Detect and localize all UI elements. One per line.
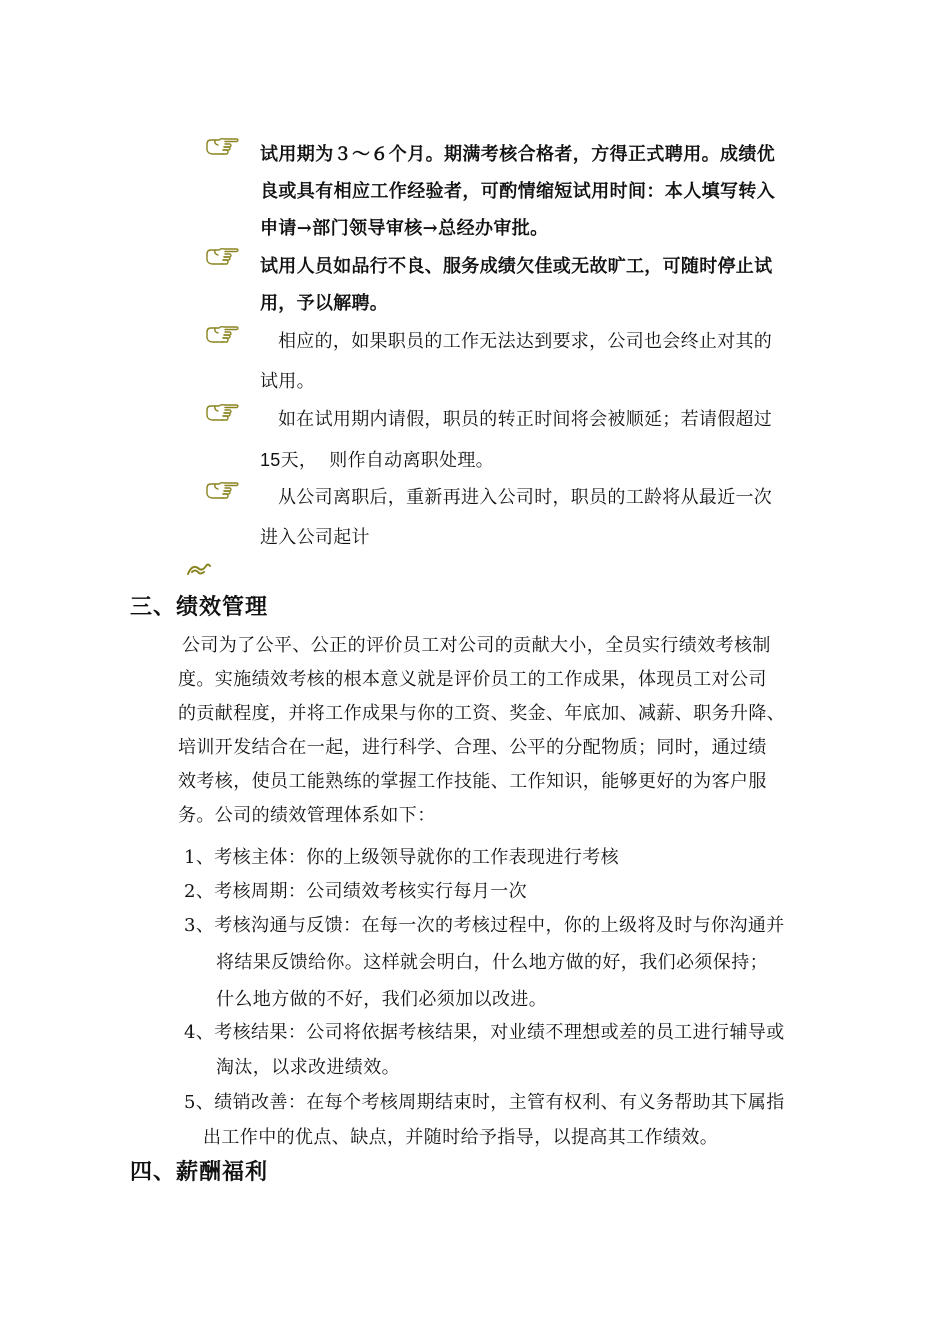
bullet-3-line: 相应的，如果职员的工作无法达到要求，公司也会终止对其的 <box>278 331 773 352</box>
intro-line: 效考核，使员工能熟练的掌握工作技能、工作知识，能够更好的为客户服 <box>178 771 767 792</box>
bullet-text-4 <box>260 400 805 481</box>
bullet-3-line: 试用。 <box>260 371 315 392</box>
pointing-hand-icon <box>205 402 241 424</box>
section-heading-performance: 三、绩效管理 <box>130 595 269 620</box>
bullet-2-line: 试用人员如品行不良、服务成绩欠佳或无故旷工，可随时停止试 <box>260 256 773 277</box>
list-item-2: 2、考核周期：公司绩效考核实行每月一次 <box>184 881 528 902</box>
pointing-hand-icon <box>205 324 241 346</box>
intro-line: 培训开发结合在一起，进行科学、合理、公平的分配物质；同时，通过绩 <box>178 737 767 758</box>
pointing-hand-icon <box>205 246 241 268</box>
bullet-text-2 <box>260 248 805 322</box>
intro-line: 度。实施绩效考核的根本意义就是评价员工的工作成果，体现员工对公司 <box>178 669 767 690</box>
list-item-5-cont: 出工作中的优点、缺点，并随时给予指导，以提高其工作绩效。 <box>203 1127 719 1148</box>
bullet-text-3 <box>260 322 805 402</box>
bullet-1-line: 申请→部门领导审核→总经办审批。 <box>260 218 549 239</box>
list-item-3: 3、考核沟通与反馈：在每一次的考核过程中，你的上级将及时与你沟通并 <box>184 915 785 936</box>
bullet-5-line: 进入公司起计 <box>260 527 370 548</box>
bullet-text-5 <box>260 478 805 558</box>
intro-line: 的贡献程度，并将工作成果与你的工资、奖金、年底加、减薪、职务升降、 <box>178 703 786 724</box>
list-item-3-cont: 什么地方做的不好，我们必须加以改进。 <box>216 989 548 1010</box>
bullet-2-line: 用，予以解聘。 <box>260 293 389 314</box>
bullet-4-line: 15天， 则作自动离职处理。 <box>260 450 494 471</box>
list-item-4-cont: 淘汰，以求改进绩效。 <box>216 1057 400 1078</box>
intro-line: 公司为了公平、公正的评价员工对公司的贡献大小，全员实行绩效考核制 <box>182 635 771 656</box>
list-item-1: 1、考核主体：你的上级领导就你的工作表现进行考核 <box>184 847 620 868</box>
bullet-5-line: 从公司离职后，重新再进入公司时，职员的工龄将从最近一次 <box>278 487 773 508</box>
bullet-text-1 <box>260 136 805 247</box>
bullet-1-line: 试用期为３～６个月。期满考核合格者，方得正式聘用。成绩优 <box>260 144 776 165</box>
bullet-1-line: 良或具有相应工作经验者，可酌情缩短试用时间：本人填写转入 <box>260 181 776 202</box>
bullet-4-line: 如在试用期内请假，职员的转正时间将会被顺延；若请假超过 <box>278 409 773 430</box>
section-heading-compensation: 四、薪酬福利 <box>130 1160 269 1185</box>
list-item-3-cont: 将结果反馈给你。这样就会明白，什么地方做的好，我们必须保持； <box>216 952 768 973</box>
pointing-hand-icon <box>205 136 241 158</box>
intro-line: 务。公司的绩效管理体系如下： <box>178 805 436 826</box>
pointing-hand-icon <box>205 480 241 502</box>
list-item-5: 5、绩销改善：在每个考核周期结束时，主管有权利、有义务帮助其下属指 <box>184 1092 785 1113</box>
swirl-ornament-icon <box>186 560 212 578</box>
list-item-4: 4、考核结果：公司将依据考核结果，对业绩不理想或差的员工进行辅导或 <box>184 1022 785 1043</box>
